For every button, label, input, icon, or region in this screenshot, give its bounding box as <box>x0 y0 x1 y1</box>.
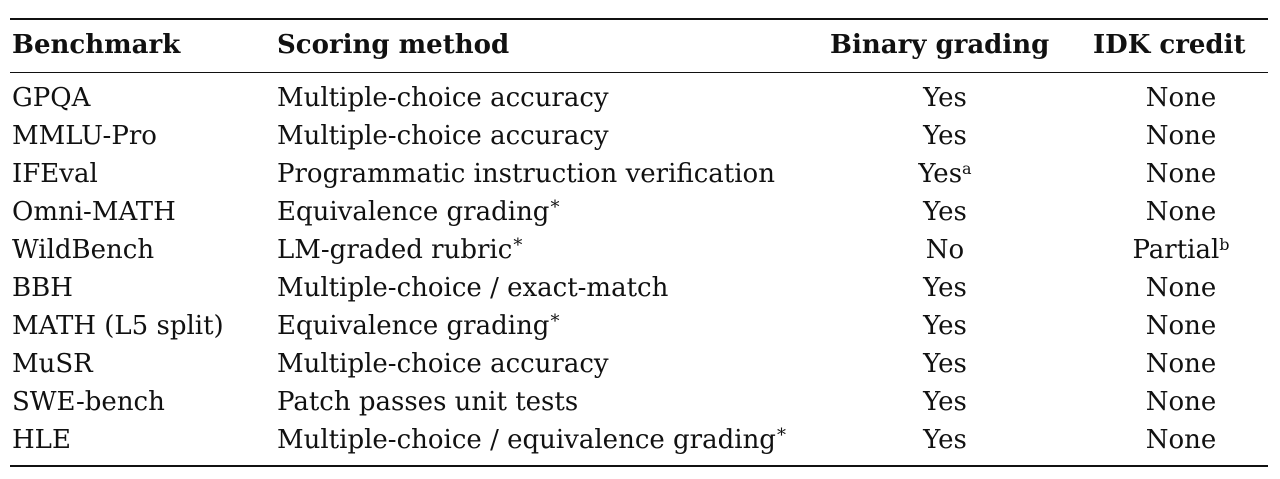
table-row <box>0 231 1280 269</box>
scoring-method-text: Patch passes unit tests <box>277 387 579 417</box>
idk-credit-text: None <box>1145 349 1217 379</box>
footnote-asterisk: * <box>550 197 560 219</box>
scoring-method-text: Multiple-choice accuracy <box>277 349 609 379</box>
scoring-method-cell <box>277 383 578 421</box>
idk-credit-text: None <box>1145 311 1217 341</box>
binary-grading-cell <box>830 421 1060 459</box>
idk-credit-text: None <box>1145 387 1217 417</box>
binary-grading-text: Yes <box>923 273 967 303</box>
scoring-method-cell <box>277 193 559 231</box>
scoring-method-text: Multiple-choice accuracy <box>277 83 609 113</box>
binary-grading-cell <box>830 193 1060 231</box>
binary-grading-cell <box>830 345 1060 383</box>
idk-credit-cell <box>1092 383 1270 421</box>
binary-grading-text: Yes <box>923 83 967 113</box>
idk-credit-text: None <box>1145 159 1217 189</box>
table-row <box>0 117 1280 155</box>
binary-grading-cell <box>830 269 1060 307</box>
benchmark-cell: GPQA <box>12 83 91 113</box>
header-idk-credit: IDK credit <box>1093 30 1246 60</box>
footnote-marker: a <box>962 159 972 179</box>
binary-grading-cell <box>830 231 1060 269</box>
benchmark-cell: SWE-bench <box>12 387 165 417</box>
footnote-asterisk: * <box>776 425 786 447</box>
scoring-method-cell <box>277 231 522 269</box>
scoring-method-cell <box>277 117 609 155</box>
binary-grading-text: Yes <box>923 311 967 341</box>
idk-credit-text: None <box>1145 197 1217 227</box>
benchmark-cell: MMLU-Pro <box>12 121 157 151</box>
idk-credit-cell <box>1092 345 1270 383</box>
scoring-method-cell <box>277 269 668 307</box>
idk-credit-text: None <box>1145 273 1217 303</box>
binary-grading-text: Yes <box>923 197 967 227</box>
table-row <box>0 269 1280 307</box>
scoring-method-cell <box>277 421 786 459</box>
table-row <box>0 79 1280 117</box>
idk-credit-cell <box>1092 193 1270 231</box>
idk-credit-cell <box>1092 269 1270 307</box>
table-row <box>0 155 1280 193</box>
idk-credit-text: None <box>1145 425 1217 455</box>
binary-grading-text: Yes <box>923 425 967 455</box>
benchmark-cell: MuSR <box>12 349 93 379</box>
scoring-method-text: LM-graded rubric <box>277 235 513 265</box>
header-rule <box>10 72 1268 73</box>
footnote-asterisk: * <box>550 311 560 333</box>
idk-credit-cell <box>1092 307 1270 345</box>
idk-credit-cell <box>1092 117 1270 155</box>
table-row <box>0 307 1280 345</box>
benchmark-cell: HLE <box>12 425 71 455</box>
scoring-method-cell <box>277 345 609 383</box>
binary-grading-text: Yes <box>923 349 967 379</box>
idk-credit-text: Partial <box>1132 235 1220 265</box>
scoring-method-text: Equivalence grading <box>277 197 550 227</box>
binary-grading-text: No <box>925 235 965 265</box>
idk-credit-cell <box>1092 421 1270 459</box>
binary-grading-cell <box>830 79 1060 117</box>
scoring-method-text: Multiple-choice / exact-match <box>277 273 669 303</box>
benchmark-cell: IFEval <box>12 159 98 189</box>
binary-grading-cell <box>830 307 1060 345</box>
scoring-method-cell <box>277 155 775 193</box>
bottom-rule <box>10 465 1268 467</box>
binary-grading-cell <box>830 155 1060 193</box>
binary-grading-cell <box>830 117 1060 155</box>
scoring-method-cell <box>277 307 559 345</box>
idk-credit-text: None <box>1145 83 1217 113</box>
table-row <box>0 193 1280 231</box>
idk-credit-text: None <box>1145 121 1217 151</box>
binary-grading-text: Yes <box>918 159 963 189</box>
idk-credit-cell <box>1092 79 1270 117</box>
idk-credit-cell <box>1092 155 1270 193</box>
footnote-asterisk: * <box>513 235 523 257</box>
scoring-method-cell <box>277 79 609 117</box>
binary-grading-text: Yes <box>923 387 967 417</box>
benchmark-cell: WildBench <box>12 235 155 265</box>
table-row <box>0 421 1280 459</box>
binary-grading-cell <box>830 383 1060 421</box>
header-benchmark: Benchmark <box>12 30 181 60</box>
scoring-method-text: Programmatic instruction verification <box>277 159 775 189</box>
idk-credit-cell <box>1092 231 1270 269</box>
top-rule <box>10 18 1268 20</box>
footnote-marker: b <box>1219 235 1230 255</box>
table-row <box>0 345 1280 383</box>
table-header-row <box>0 26 1280 64</box>
table-row <box>0 383 1280 421</box>
benchmark-cell: Omni-MATH <box>12 197 176 227</box>
scoring-method-text: Multiple-choice / equivalence grading <box>277 425 776 455</box>
benchmark-cell: BBH <box>12 273 73 303</box>
benchmark-cell: MATH (L5 split) <box>12 311 224 341</box>
binary-grading-text: Yes <box>923 121 967 151</box>
header-binary-grading: Binary grading <box>830 30 1050 60</box>
scoring-method-text: Equivalence grading <box>277 311 550 341</box>
scoring-method-text: Multiple-choice accuracy <box>277 121 609 151</box>
header-scoring-method: Scoring method <box>277 30 510 60</box>
